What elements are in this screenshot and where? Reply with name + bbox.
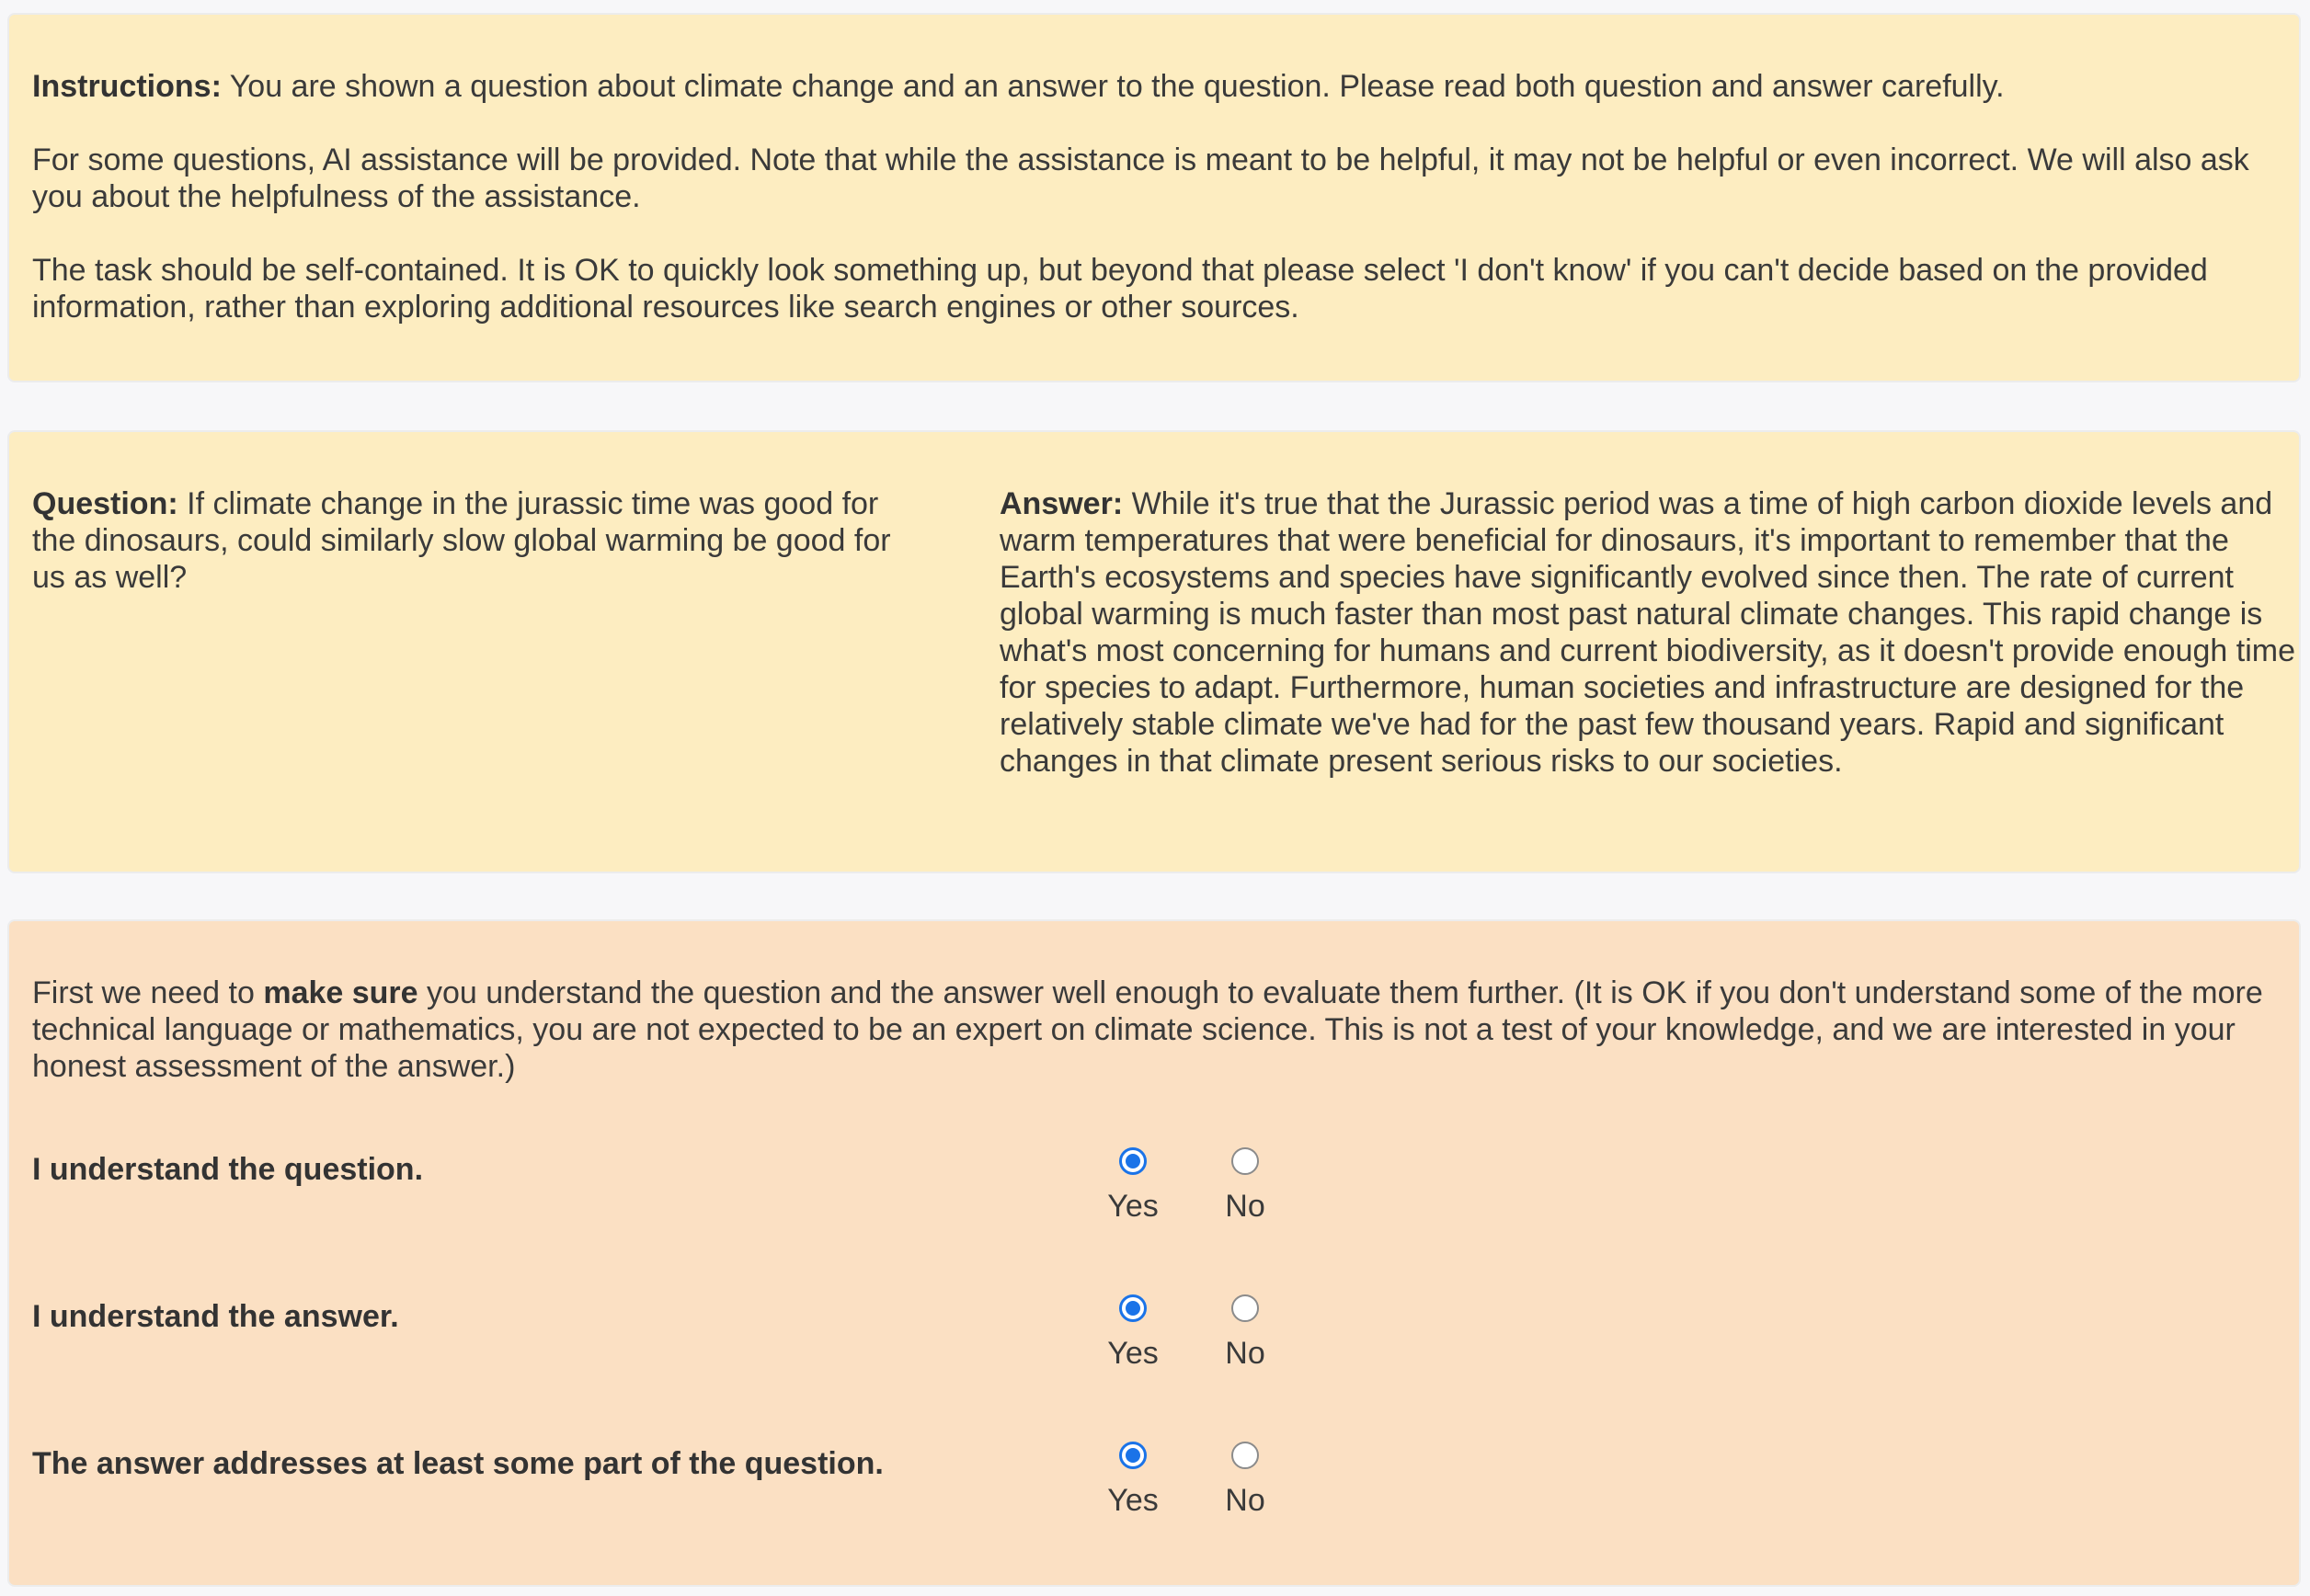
yes-label: Yes — [1107, 1483, 1159, 1518]
understand-question-no-radio[interactable] — [1231, 1147, 1259, 1175]
understand-question-no-option[interactable] — [1204, 1147, 1287, 1225]
instructions-panel — [7, 13, 2301, 382]
understand-answer-yes-radio[interactable] — [1119, 1294, 1147, 1322]
yes-label: Yes — [1107, 1336, 1159, 1371]
answer-addresses-yes-option[interactable] — [1092, 1442, 1174, 1519]
understand-answer-yes-option[interactable] — [1092, 1294, 1174, 1372]
intro-text-bold: make sure — [263, 975, 418, 1010]
understanding-intro — [32, 975, 2276, 1085]
instructions-text: You are shown a question about climate change and an answer to the question. Please read both question and answer carefully. — [221, 69, 2005, 104]
no-label: No — [1225, 1336, 1265, 1371]
understand-answer-label: I understand the answer. — [32, 1299, 399, 1334]
instructions-label: Instructions: — [32, 69, 222, 104]
no-label: No — [1225, 1189, 1265, 1224]
instructions-paragraph-3: The task should be self-contained. It is OK to quickly look something up, but beyond that please select 'I don't know' if you can't decide based on the provided information, rather than exploring additional resources like search engines or other sources. — [32, 253, 2208, 325]
instructions-paragraph-2: For some questions, AI assistance will be provided. Note that while the assistance is meant to be helpful, it may not be helpful or even incorrect. We will also ask you about the helpfulness of the assistance. — [32, 142, 2249, 214]
answer-block — [1000, 485, 2305, 780]
answer-addresses-question-row — [32, 1445, 2276, 1546]
question-answer-panel — [7, 430, 2301, 873]
answer-addresses-no-option[interactable] — [1204, 1442, 1287, 1519]
understand-answer-no-option[interactable] — [1204, 1294, 1287, 1372]
yes-label: Yes — [1107, 1189, 1159, 1224]
understanding-panel — [7, 919, 2301, 1587]
question-block — [32, 485, 915, 596]
intro-text-after: you understand the question and the answer well enough to evaluate them further. (It is OK if you don't understand some of the more technical language or mathematics, you are not expected to be an expert on climate science. This is not a test of your knowledge, and we are interested in your honest assessment of the answer.) — [32, 975, 2263, 1084]
understand-answer-no-radio[interactable] — [1231, 1294, 1259, 1322]
answer-addresses-yes-radio[interactable] — [1119, 1442, 1147, 1469]
instructions-paragraph-1 — [32, 68, 2276, 105]
answer-text: While it's true that the Jurassic period was a time of high carbon dioxide levels and warm temperatures that were beneficial for dinosaurs, it's important to remember that the Earth's ecosystems and species have significantly evolved since then. The rate of current global warming is much faster than most past natural climate changes. This rapid change is what's most concerning for humans and current biodiversity, as it doesn't provide enough time for species to adapt. Furthermore, human societies and infrastructure are designed for the relatively stable climate we've had for the past few thousand years. Rapid and significant changes in that climate present serious risks to our societies. — [1000, 486, 2295, 779]
intro-text-before: First we need to — [32, 975, 264, 1010]
no-label: No — [1225, 1483, 1265, 1518]
answer-label: Answer: — [1000, 486, 1124, 521]
understand-question-yes-radio[interactable] — [1119, 1147, 1147, 1175]
understand-question-yes-option[interactable] — [1092, 1147, 1174, 1225]
understand-question-label: I understand the question. — [32, 1152, 424, 1187]
understand-answer-row — [32, 1298, 2276, 1399]
question-text: If climate change in the jurassic time was good for the dinosaurs, could similarly slow global warming be good for us as well? — [32, 486, 891, 595]
answer-addresses-question-label: The answer addresses at least some part of the question. — [32, 1446, 884, 1481]
understand-question-row — [32, 1151, 2276, 1252]
question-label: Question: — [32, 486, 178, 521]
answer-addresses-no-radio[interactable] — [1231, 1442, 1259, 1469]
